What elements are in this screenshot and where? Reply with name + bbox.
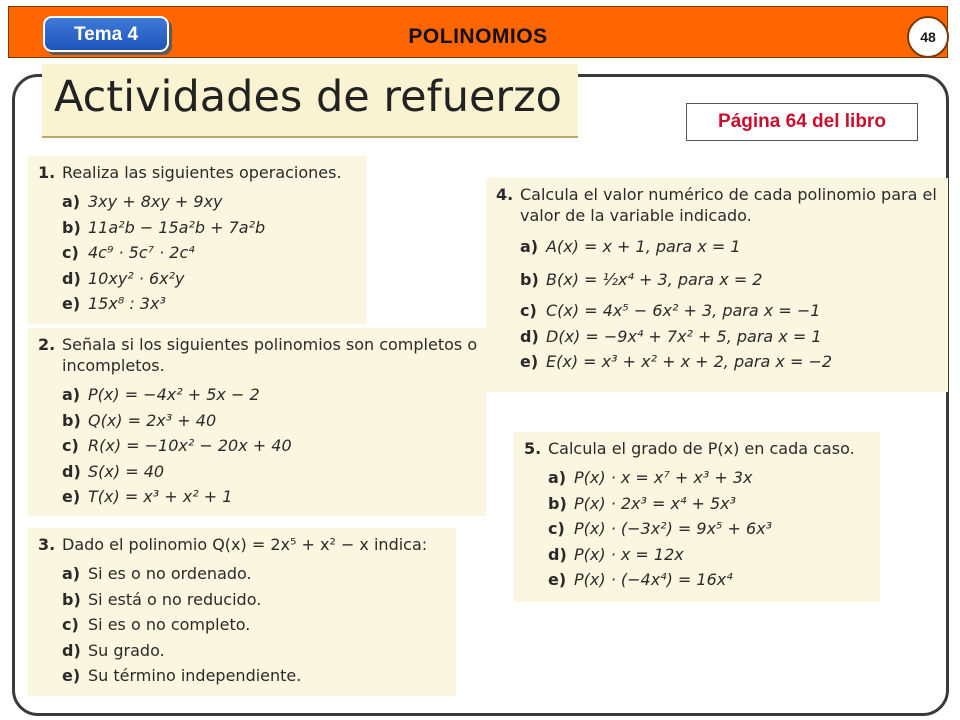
item-letter: e) (520, 352, 539, 371)
item-letter: c) (62, 615, 79, 634)
exercise-number: 5. (524, 439, 542, 458)
item-expression: B(x) = ½x⁴ + 3, para x = 2 (546, 270, 763, 289)
section-title: Actividades de refuerzo (54, 72, 562, 122)
item-letter: e) (548, 570, 567, 589)
section-title-banner (42, 64, 578, 138)
item-expression: A(x) = x + 1, para x = 1 (546, 237, 741, 256)
item-expression: S(x) = 40 (88, 461, 165, 481)
item-expression: P(x) · x = 12x (574, 544, 684, 564)
exercise-item (520, 349, 940, 375)
exercise-item (62, 459, 478, 485)
item-expression: P(x) · 2x³ = x⁴ + 5x³ (574, 493, 737, 513)
item-letter: c) (62, 243, 79, 262)
item-letter: b) (520, 270, 539, 289)
item-letter: d) (520, 326, 539, 346)
item-letter: e) (62, 666, 81, 685)
exercise-item (62, 240, 358, 266)
item-letter: b) (62, 589, 81, 609)
exercise-item (548, 567, 872, 593)
exercise-item (62, 612, 448, 638)
exercise-item (548, 542, 872, 568)
item-expression: 3xy + 8xy + 9xy (88, 192, 223, 211)
exercise-item (62, 663, 448, 689)
item-letter: b) (62, 410, 81, 430)
item-text: Su grado. (88, 640, 165, 660)
exercise-2 (28, 328, 486, 516)
item-text: Si es o no completo. (88, 615, 251, 634)
topic-title: POLINOMIOS (408, 25, 548, 48)
item-letter: b) (62, 217, 81, 237)
item-expression: R(x) = −10x² − 20x + 40 (88, 436, 292, 455)
item-letter: d) (62, 640, 81, 660)
item-expression: E(x) = x³ + x² + x + 2, para x = −2 (546, 352, 833, 371)
exercise-statement: Dado el polinomio Q(x) = 2x⁵ + x² − x indica: (62, 535, 428, 554)
exercise-item (62, 587, 448, 613)
exercise-5 (514, 432, 880, 602)
item-letter: d) (62, 461, 81, 481)
exercise-statement: Calcula el grado de P(x) en cada caso. (548, 439, 855, 458)
exercise-item (548, 491, 872, 517)
exercise-item (520, 262, 940, 298)
exercise-number: 1. (38, 163, 56, 182)
item-text: Si está o no reducido. (88, 589, 262, 609)
item-expression: 11a²b − 15a²b + 7a²b (88, 217, 266, 237)
item-letter: d) (548, 544, 567, 564)
exercise-3 (28, 528, 456, 696)
item-letter: c) (62, 436, 79, 455)
page-number-badge: 48 (907, 16, 949, 58)
item-expression: C(x) = 4x⁵ − 6x² + 3, para x = −1 (546, 301, 821, 320)
header-bar (8, 6, 948, 58)
item-text: Si es o no ordenado. (88, 564, 252, 583)
exercise-item (62, 484, 478, 510)
exercise-item (520, 324, 940, 350)
exercise-number: 3. (38, 535, 56, 554)
item-expression: 10xy² · 6x²y (88, 268, 185, 288)
exercise-statement: Realiza las siguientes operaciones. (62, 163, 342, 182)
exercise-item (548, 465, 872, 491)
item-letter: a) (520, 237, 539, 256)
exercise-item (62, 561, 448, 587)
exercise-item (62, 266, 358, 292)
item-letter: e) (62, 294, 81, 313)
exercise-statement: Señala si los siguientes polinomios son completos o incompletos. (62, 335, 478, 375)
item-letter: d) (62, 268, 81, 288)
item-letter: b) (548, 493, 567, 513)
item-letter: c) (520, 301, 537, 320)
item-expression: P(x) · (−4x⁴) = 16x⁴ (574, 570, 733, 589)
item-letter: a) (548, 468, 567, 487)
item-expression: 15x⁸ : 3x³ (88, 294, 166, 313)
topic-tab-button[interactable]: Tema 4 (43, 16, 169, 52)
item-expression: P(x) · (−3x²) = 9x⁵ + 6x³ (574, 519, 773, 538)
item-letter: c) (548, 519, 565, 538)
item-expression: Q(x) = 2x³ + 40 (88, 410, 217, 430)
exercise-4 (486, 178, 948, 392)
exercise-item (62, 638, 448, 664)
book-reference: Página 64 del libro (686, 103, 918, 141)
item-letter: a) (62, 192, 81, 211)
exercise-item (520, 298, 940, 324)
exercise-1 (28, 156, 366, 324)
exercise-item (62, 408, 478, 434)
exercise-number: 2. (38, 335, 56, 354)
exercise-item (62, 291, 358, 317)
exercise-item (548, 516, 872, 542)
item-letter: a) (62, 564, 81, 583)
exercise-item (62, 215, 358, 241)
item-expression: 4c⁹ · 5c⁷ · 2c⁴ (88, 243, 195, 262)
exercise-number: 4. (496, 185, 514, 204)
exercise-item (62, 189, 358, 215)
exercise-item (62, 433, 478, 459)
exercise-statement: Calcula el valor numérico de cada polinomio para el valor de la variable indicado. (520, 185, 937, 225)
item-expression: D(x) = −9x⁴ + 7x² + 5, para x = 1 (546, 326, 822, 346)
item-expression: P(x) · x = x⁷ + x³ + 3x (574, 468, 753, 487)
item-expression: T(x) = x³ + x² + 1 (88, 487, 233, 506)
item-text: Su término independiente. (88, 666, 302, 685)
item-letter: a) (62, 385, 81, 404)
item-expression: P(x) = −4x² + 5x − 2 (88, 385, 260, 404)
exercise-item (62, 382, 478, 408)
exercise-item (520, 232, 940, 262)
item-letter: e) (62, 487, 81, 506)
